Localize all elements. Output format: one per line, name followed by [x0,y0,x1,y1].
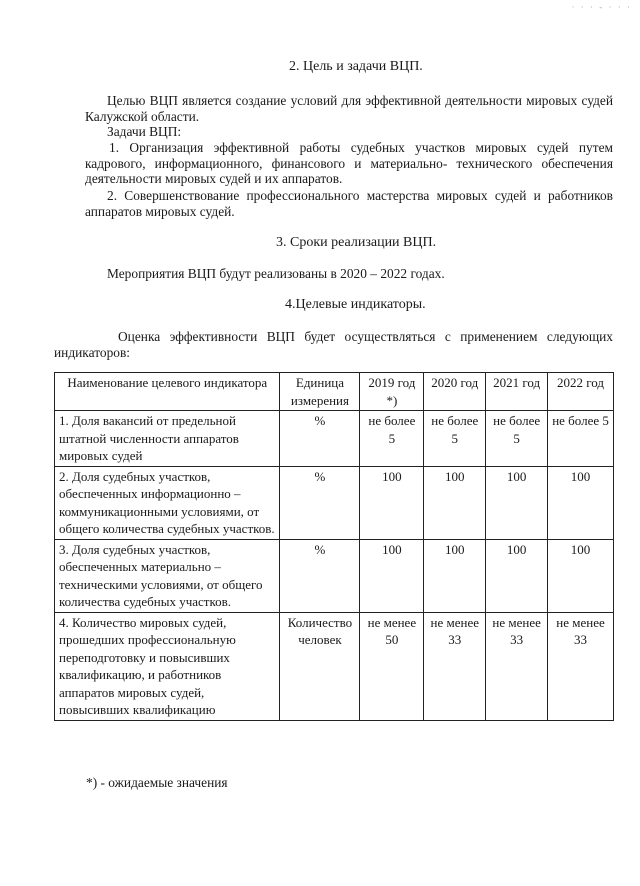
task-1: 1. Организация эффективной работы судебных участков мировых судей путем кадрового, информационного, финансового и материально- технического обеспечения деятельности мировых судей и их аппаратов. [85,140,613,186]
value-2019: 100 [360,539,424,612]
value-2020: не более 5 [424,411,486,467]
unit-cell: % [280,539,360,612]
indicators-table [54,372,614,721]
value-2019: не более 5 [360,411,424,467]
value-2022: не более 5 [548,411,614,467]
value-2019: 100 [360,466,424,539]
section3-text: Мероприятия ВЦП будут реализованы в 2020 – 2022 годах. [107,266,445,281]
indicator-name: 1. Доля вакансий от предельной штатной численности аппаратов мировых судей [55,411,280,467]
unit-cell: % [280,466,360,539]
value-2020: 100 [424,466,486,539]
header-2021: 2021 год [486,373,548,411]
header-2020: 2020 год [424,373,486,411]
scan-artifact: · · · - · · · [571,2,632,12]
header-2019: 2019 год *) [360,373,424,411]
table-row [55,466,614,539]
unit-cell: Количество человек [280,612,360,720]
value-2022: 100 [548,539,614,612]
indicator-name: 4. Количество мировых судей, прошедших профессиональную переподготовку и повысивших квалификацию, и работников аппаратов мировых судей, повысивших квалификацию [55,612,280,720]
unit-cell: % [280,411,360,467]
table-row [55,411,614,467]
table-header-row [55,373,614,411]
value-2020: не менее 33 [424,612,486,720]
value-2019: не менее 50 [360,612,424,720]
footnote: *) - ожидаемые значения [86,775,228,790]
tasks-label: Задачи ВЦП: [107,124,182,139]
section4-intro: Оценка эффективности ВЦП будет осуществляться с применением следующих индикаторов: [54,329,613,360]
section3-heading: 3. Сроки реализации ВЦП. [276,235,437,250]
table-row [55,612,614,720]
section2-heading: 2. Цель и задачи ВЦП. [289,59,423,74]
goal-paragraph: Целью ВЦП является создание условий для эффективной деятельности мировых судей Калужской области. [85,93,613,124]
value-2021: не менее 33 [486,612,548,720]
value-2020: 100 [424,539,486,612]
value-2021: 100 [486,539,548,612]
value-2021: 100 [486,466,548,539]
value-2022: не менее 33 [548,612,614,720]
value-2021: не более 5 [486,411,548,467]
value-2022: 100 [548,466,614,539]
header-indicator: Наименование целевого индикатора [55,373,280,411]
indicator-name: 3. Доля судебных участков, обеспеченных материально – техническими условиями, от общего количества судебных участков. [55,539,280,612]
task-2: 2. Совершенствование профессионального мастерства мировых судей и работников аппаратов мировых судей. [85,188,613,219]
indicator-name: 2. Доля судебных участков, обеспеченных информационно – коммуникационными условиями, от общего количества судебных участков. [55,466,280,539]
table-row [55,539,614,612]
header-2022: 2022 год [548,373,614,411]
section4-heading: 4.Целевые индикаторы. [285,297,426,312]
header-unit: Единица измерения [280,373,360,411]
